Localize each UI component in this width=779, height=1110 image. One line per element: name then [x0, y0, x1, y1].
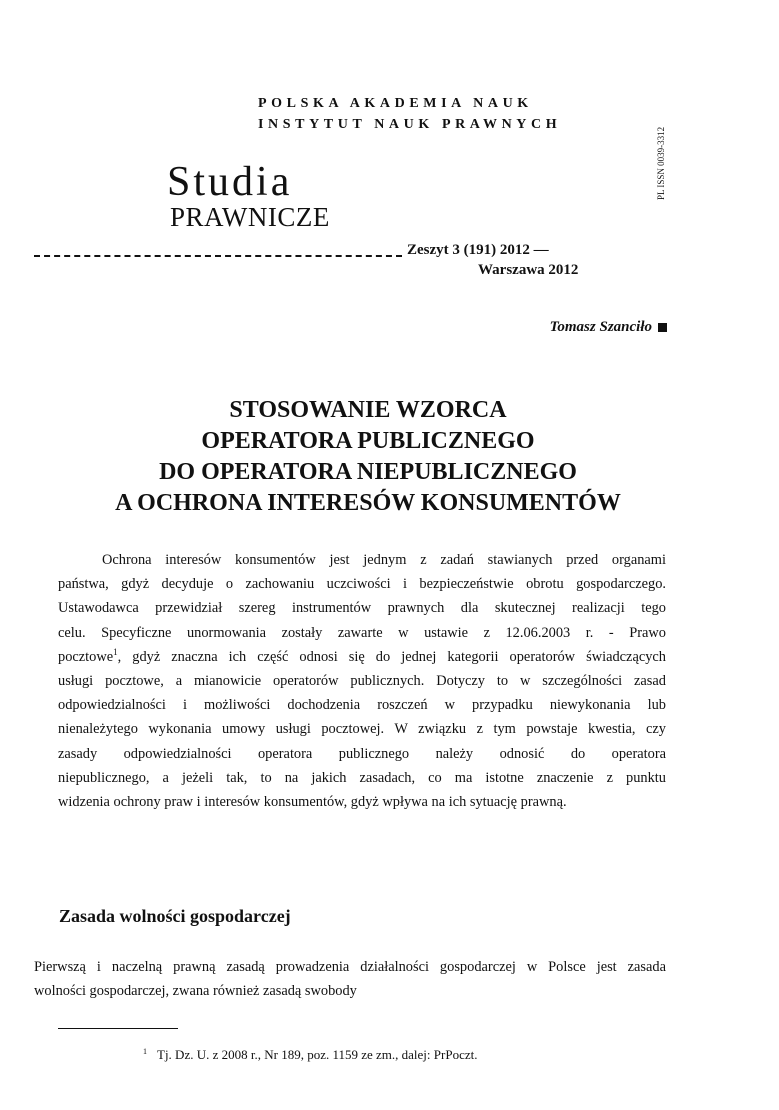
journal-subtitle: PRAWNICZE — [170, 202, 330, 232]
issue-number: Zeszyt 3 (191) 2012 — — [407, 242, 549, 258]
title-line: DO OPERATORA NIEPUBLICZNEGO — [159, 459, 577, 485]
title-line: OPERATORA PUBLICZNEGO — [201, 428, 535, 454]
publication-place-year: Warszawa 2012 — [478, 262, 579, 278]
institution-line-2: INSTYTUT NAUK PRAWNYCH — [258, 117, 562, 132]
title-line: STOSOWANIE WZORCA — [229, 397, 507, 423]
abstract-line: widzenia ochrony praw i interesów konsumentów, gdyż wpływa na ich sytuację prawną. — [58, 793, 567, 810]
institution-line-1: POLSKA AKADEMIA NAUK — [258, 96, 533, 111]
abstract-line-text: pocztowe — [58, 648, 114, 665]
body-paragraph — [34, 955, 666, 1003]
abstract-line: Ochrona interesów konsumentów jest jednym z zadań stawianych przed organami — [102, 552, 666, 568]
abstract-line: niepublicznego, a jeżeli tak, to na jakich zasadach, co ma istotne znaczenie z punktu — [58, 769, 666, 786]
abstract-line: usługi pocztowe, a mianowicie operatorów publicznych. Dotyczy to w szczególności zasad — [58, 672, 666, 689]
abstract-line-text: , gdyż znaczna ich część odnosi się do jednej kategorii operatorów świadczących — [117, 648, 666, 665]
abstract-line: zasady odpowiedzialności operatora publicznego należy odnosić do operatora — [58, 745, 666, 762]
author-square-icon — [658, 323, 667, 332]
footnote-reference[interactable]: 1 — [113, 646, 118, 657]
abstract-line: celu. Specyficzne unormowania zostały zawarte w ustawie z 12.06.2003 r. - Prawo — [58, 624, 666, 641]
issn-label: PL ISSN 0039-3312 — [656, 126, 666, 200]
journal-title: Studia — [167, 159, 293, 205]
section-heading: Zasada wolności gospodarczej — [59, 906, 291, 926]
header-dashed-rule — [34, 255, 402, 257]
title-line: A OCHRONA INTERESÓW KONSUMENTÓW — [115, 490, 621, 516]
article-title — [20, 395, 716, 519]
footnote-separator — [58, 1028, 178, 1029]
body-line: Pierwszą i naczelną prawną zasadą prowadzenia działalności gospodarczej w Polsce jest zasada — [34, 959, 666, 975]
abstract-line: nienależytego wykonania umowy usługi pocztowej. W związku z tym powstaje kwestia, czy — [58, 721, 666, 738]
footnote-number: 1 — [143, 1046, 147, 1056]
abstract-line: państwa, gdyż decyduje o zachowaniu uczciwości i bezpieczeństwie obrotu gospodarczego. — [58, 576, 666, 593]
body-line: wolności gospodarczej, zwana również zasadą swobody — [34, 983, 357, 1000]
abstract-paragraph — [58, 548, 666, 814]
abstract-line — [58, 645, 666, 669]
author-name: Tomasz Szanciło — [549, 319, 652, 335]
footnote — [143, 1047, 477, 1063]
footnote-text: Tj. Dz. U. z 2008 r., Nr 189, poz. 1159 ze zm., dalej: PrPoczt. — [157, 1047, 478, 1062]
abstract-line: Ustawodawca przewidział szereg instrumentów prawnych dla skutecznej realizacji tego — [58, 600, 666, 617]
author-line — [550, 319, 667, 336]
abstract-line: odpowiedzialności i możliwości dochodzenia roszczeń w przypadku niewykonania lub — [58, 697, 666, 714]
